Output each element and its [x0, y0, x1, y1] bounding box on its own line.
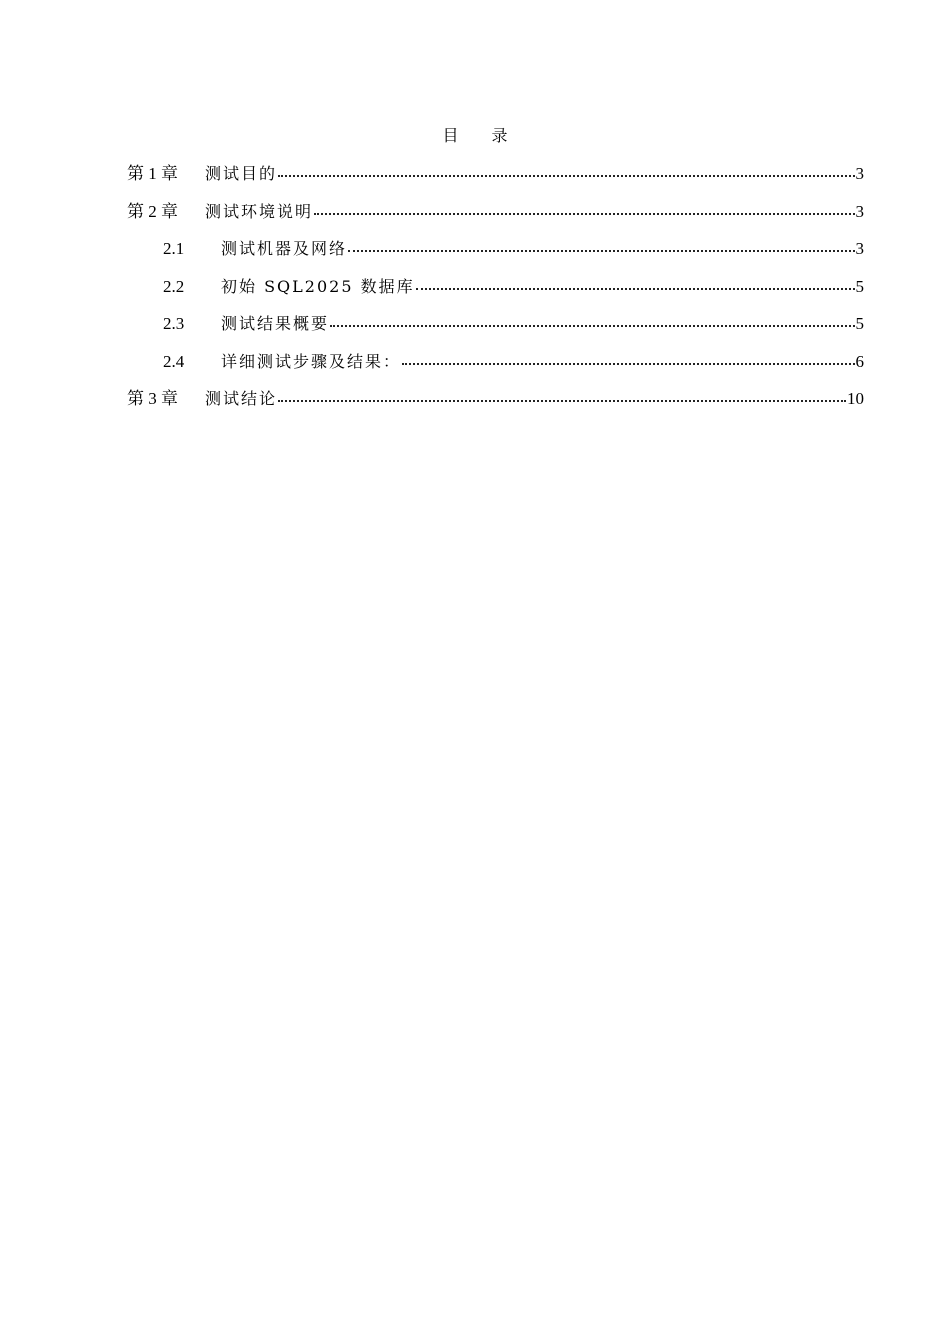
toc-entry-number: 第 3 章: [127, 389, 178, 408]
toc-entry-page: 3: [855, 201, 864, 221]
toc-entry-label: 测试目的: [205, 164, 278, 183]
toc-entry-label: 初始 SQL2025 数据库: [221, 276, 415, 296]
toc-dot-leader: [348, 238, 854, 254]
toc-entry-chapter-3[interactable]: [127, 385, 864, 423]
toc-entry-page: 5: [855, 276, 864, 296]
toc-entry-number: 第 2 章: [127, 201, 178, 221]
toc-dot-leader: [278, 163, 854, 179]
toc-entry-number: 2.1: [163, 239, 185, 258]
toc-entry-number: 2.2: [163, 276, 185, 296]
toc-entry-label: 测试结论: [205, 389, 278, 408]
toc-entry-number: 2.4: [163, 351, 185, 371]
toc-entry-label: 详细测试步骤及结果：: [221, 351, 402, 371]
toc-entry-label: 测试环境说明: [205, 201, 314, 221]
toc-entry-page: 6: [855, 351, 864, 371]
toc-dot-leader: [416, 276, 855, 292]
toc-dot-leader: [402, 351, 854, 367]
toc-entry-section-2-1[interactable]: [127, 235, 864, 273]
toc-entry-number: 2.3: [163, 314, 185, 333]
toc-entry-section-2-4[interactable]: [127, 348, 864, 386]
toc-dot-leader: [314, 201, 854, 217]
table-of-contents: [127, 160, 864, 423]
toc-entry-label: 测试机器及网络: [221, 239, 348, 258]
toc-entry-page: 3: [855, 164, 864, 183]
toc-title: 目 录: [442, 126, 522, 145]
toc-entry-page: 10: [847, 389, 864, 408]
toc-entry-page: 3: [855, 239, 864, 258]
toc-dot-leader: [278, 388, 846, 404]
toc-entry-page: 5: [855, 314, 864, 333]
toc-entry-section-2-2[interactable]: [127, 273, 864, 311]
toc-entry-label: 测试结果概要: [221, 314, 330, 333]
toc-entry-chapter-1[interactable]: [127, 160, 864, 198]
toc-entry-number: 第 1 章: [127, 164, 178, 183]
toc-entry-chapter-2[interactable]: [127, 198, 864, 236]
toc-dot-leader: [330, 313, 854, 329]
toc-entry-section-2-3[interactable]: [127, 310, 864, 348]
